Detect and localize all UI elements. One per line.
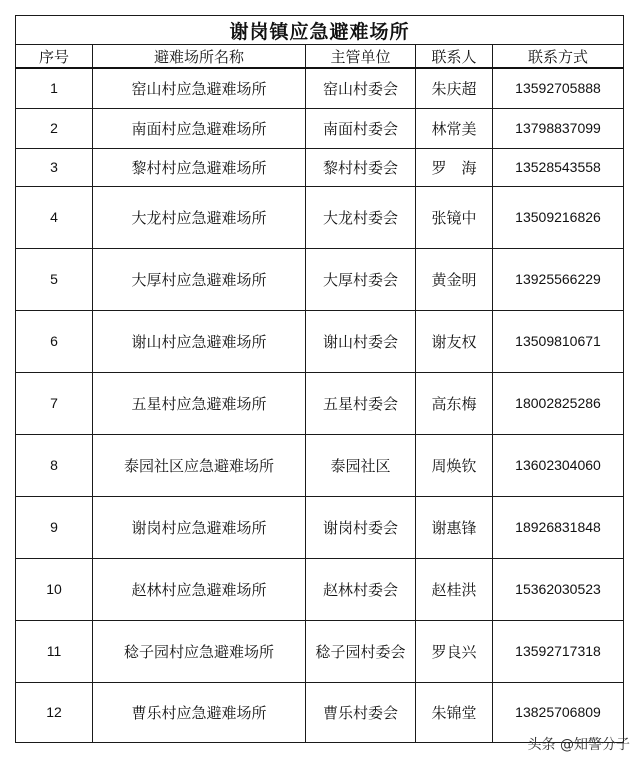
- cell-index: 11: [16, 620, 93, 682]
- header-row: [16, 45, 624, 69]
- cell-contact-person: 赵桂洪: [416, 558, 493, 620]
- cell-shelter-name: 黎村村应急避难场所: [93, 148, 306, 186]
- cell-contact-phone: 13825706809: [493, 682, 624, 742]
- cell-shelter-name: 窑山村应急避难场所: [93, 68, 306, 108]
- watermark-text: 头条 @知警分子: [527, 737, 630, 753]
- table-row: [16, 682, 624, 742]
- cell-contact-person: 罗良兴: [416, 620, 493, 682]
- table-row: [16, 558, 624, 620]
- table-title: 谢岗镇应急避难场所: [16, 16, 624, 45]
- cell-authority: 大厚村委会: [306, 248, 416, 310]
- cell-index: 8: [16, 434, 93, 496]
- cell-shelter-name: 泰园社区应急避难场所: [93, 434, 306, 496]
- cell-contact-phone: 13509810671: [493, 310, 624, 372]
- cell-contact-person: 林常美: [416, 108, 493, 148]
- cell-contact-phone: 15362030523: [493, 558, 624, 620]
- table-row: [16, 186, 624, 248]
- cell-authority: 窑山村委会: [306, 68, 416, 108]
- cell-authority: 泰园社区: [306, 434, 416, 496]
- cell-index: 6: [16, 310, 93, 372]
- cell-contact-phone: 13509216826: [493, 186, 624, 248]
- header-contact-phone: 联系方式: [493, 45, 624, 69]
- cell-shelter-name: 谢山村应急避难场所: [93, 310, 306, 372]
- cell-index: 2: [16, 108, 93, 148]
- cell-authority: 五星村委会: [306, 372, 416, 434]
- cell-contact-phone: 18002825286: [493, 372, 624, 434]
- cell-index: 9: [16, 496, 93, 558]
- cell-index: 4: [16, 186, 93, 248]
- cell-shelter-name: 大厚村应急避难场所: [93, 248, 306, 310]
- cell-shelter-name: 大龙村应急避难场所: [93, 186, 306, 248]
- cell-contact-phone: 13528543558: [493, 148, 624, 186]
- cell-contact-phone: 13592705888: [493, 68, 624, 108]
- cell-authority: 曹乐村委会: [306, 682, 416, 742]
- cell-authority: 南面村委会: [306, 108, 416, 148]
- cell-contact-person: 谢友权: [416, 310, 493, 372]
- cell-contact-phone: 18926831848: [493, 496, 624, 558]
- cell-authority: 稔子园村委会: [306, 620, 416, 682]
- cell-contact-person: 黄金明: [416, 248, 493, 310]
- cell-contact-person: 周焕钦: [416, 434, 493, 496]
- table-row: [16, 68, 624, 108]
- cell-authority: 黎村村委会: [306, 148, 416, 186]
- cell-shelter-name: 曹乐村应急避难场所: [93, 682, 306, 742]
- cell-index: 12: [16, 682, 93, 742]
- cell-contact-person: 高东梅: [416, 372, 493, 434]
- cell-index: 5: [16, 248, 93, 310]
- header-index: 序号: [16, 45, 93, 69]
- table-row: [16, 496, 624, 558]
- table-row: [16, 108, 624, 148]
- header-shelter-name: 避难场所名称: [93, 45, 306, 69]
- cell-index: 7: [16, 372, 93, 434]
- cell-contact-phone: 13592717318: [493, 620, 624, 682]
- cell-contact-person: 朱庆超: [416, 68, 493, 108]
- cell-shelter-name: 五星村应急避难场所: [93, 372, 306, 434]
- table-row: [16, 148, 624, 186]
- table-row: [16, 620, 624, 682]
- cell-authority: 谢岗村委会: [306, 496, 416, 558]
- cell-contact-person: 张镜中: [416, 186, 493, 248]
- table-row: [16, 310, 624, 372]
- header-contact-person: 联系人: [416, 45, 493, 69]
- cell-authority: 谢山村委会: [306, 310, 416, 372]
- cell-shelter-name: 稔子园村应急避难场所: [93, 620, 306, 682]
- cell-index: 10: [16, 558, 93, 620]
- cell-contact-phone: 13925566229: [493, 248, 624, 310]
- cell-shelter-name: 南面村应急避难场所: [93, 108, 306, 148]
- shelter-table: [15, 15, 624, 743]
- cell-shelter-name: 谢岗村应急避难场所: [93, 496, 306, 558]
- table-row: [16, 434, 624, 496]
- cell-contact-phone: 13798837099: [493, 108, 624, 148]
- cell-contact-person: 朱锦堂: [416, 682, 493, 742]
- table-row: [16, 248, 624, 310]
- cell-shelter-name: 赵林村应急避难场所: [93, 558, 306, 620]
- cell-index: 1: [16, 68, 93, 108]
- cell-contact-phone: 13602304060: [493, 434, 624, 496]
- table-row: [16, 372, 624, 434]
- header-authority: 主管单位: [306, 45, 416, 69]
- cell-authority: 赵林村委会: [306, 558, 416, 620]
- cell-contact-person: 谢惠锋: [416, 496, 493, 558]
- cell-index: 3: [16, 148, 93, 186]
- cell-contact-person: 罗 海: [416, 148, 493, 186]
- cell-authority: 大龙村委会: [306, 186, 416, 248]
